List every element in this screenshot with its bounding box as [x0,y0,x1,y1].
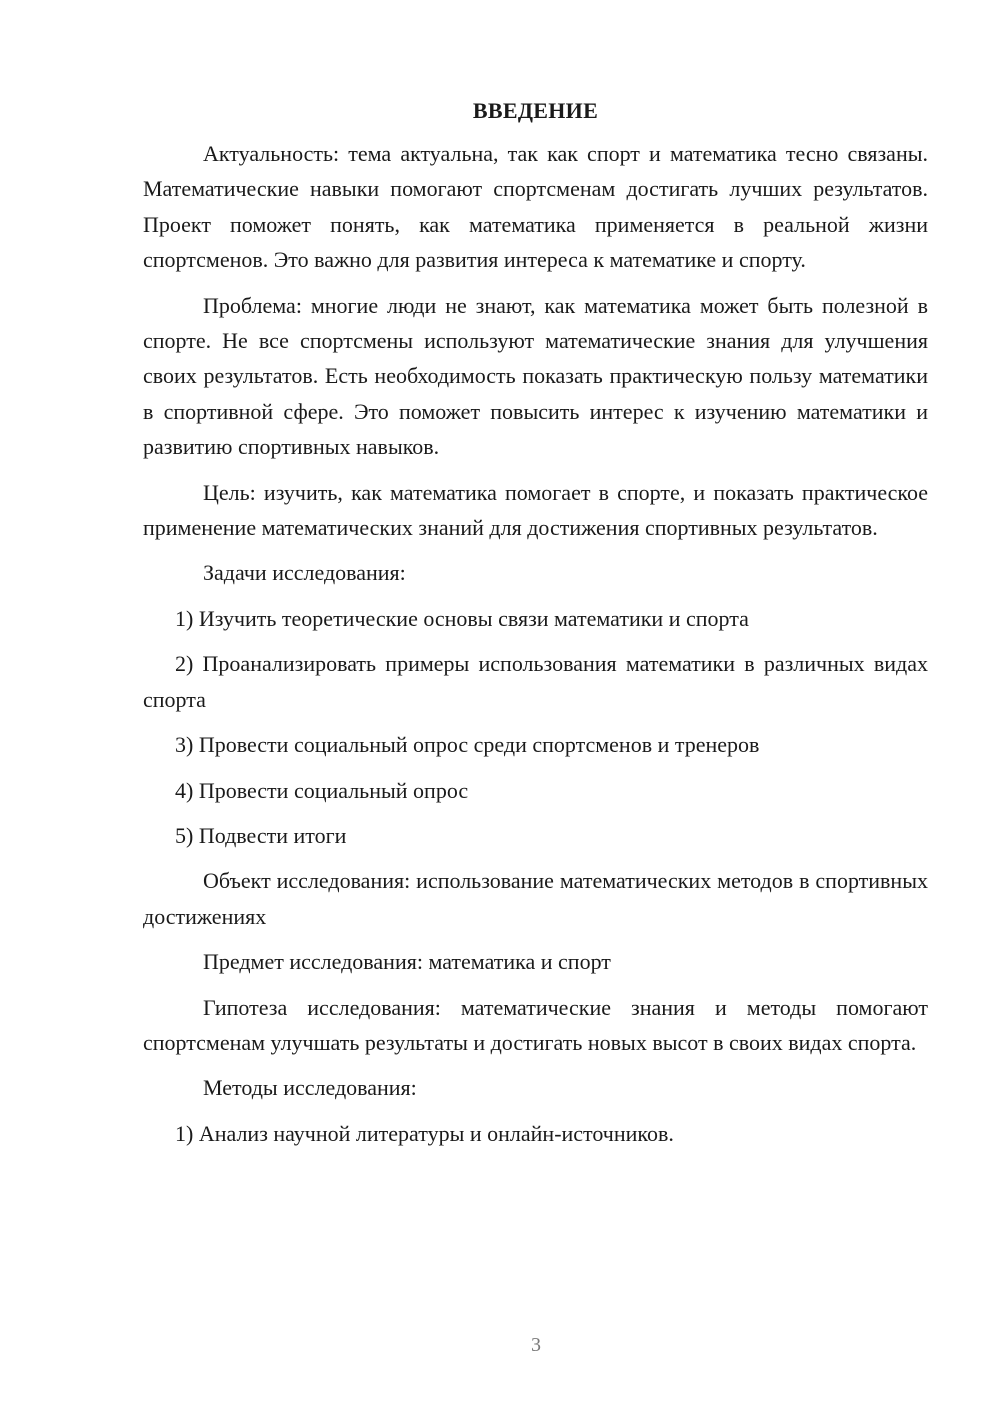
task-item-2: 2) Проанализировать примеры использования математики в различных видах спорта [143,651,928,712]
method-item-1: 1) Анализ научной литературы и онлайн-источников. [175,1120,674,1146]
task-item-3: 3) Провести социальный опрос среди спортсменов и тренеров [175,732,760,758]
page-number: 3 [531,1334,541,1356]
object-paragraph: Объект исследования: использование математических методов в спортивных достижениях [143,868,928,929]
subject-paragraph: Предмет исследования: математика и спорт [203,949,611,975]
methods-heading: Методы исследования: [203,1075,417,1101]
task-item-1: 1) Изучить теоретические основы связи математики и спорта [175,605,749,631]
task-item-4: 4) Провести социальный опрос [175,777,469,803]
relevance-paragraph: Актуальность: тема актуальна, так как спорт и математика тесно связаны. Математические навыки помогают спортсменам достигать лучших результатов. Проект поможет понять, как математика применяется в реальной жизни спортсменов. Это важно для развития интереса к математике и спорту. [143,141,928,273]
document-body [143,94,928,1161]
tasks-heading: Задачи исследования: [203,560,406,586]
goal-paragraph: Цель: изучить, как математика помогает в спорте, и показать практическое применение математических знаний для достижения спортивных результатов. [143,479,928,541]
problem-paragraph: Проблема: многие люди не знают, как математика может быть полезной в спорте. Не все спортсмены используют математические знания для улучшения своих результатов. Есть необходимость показать практическую пользу математики в спортивной сфере. Это поможет повысить интерес к изучению математики и развитию спортивных навыков. [143,292,928,460]
section-title: ВВЕДЕНИЕ [472,98,599,123]
task-item-5: 5) Подвести итоги [175,822,347,848]
hypothesis-paragraph: Гипотеза исследования: математические знания и методы помогают спортсменам улучшать результаты и достигать новых высот в своих видах спорта. [143,994,928,1055]
